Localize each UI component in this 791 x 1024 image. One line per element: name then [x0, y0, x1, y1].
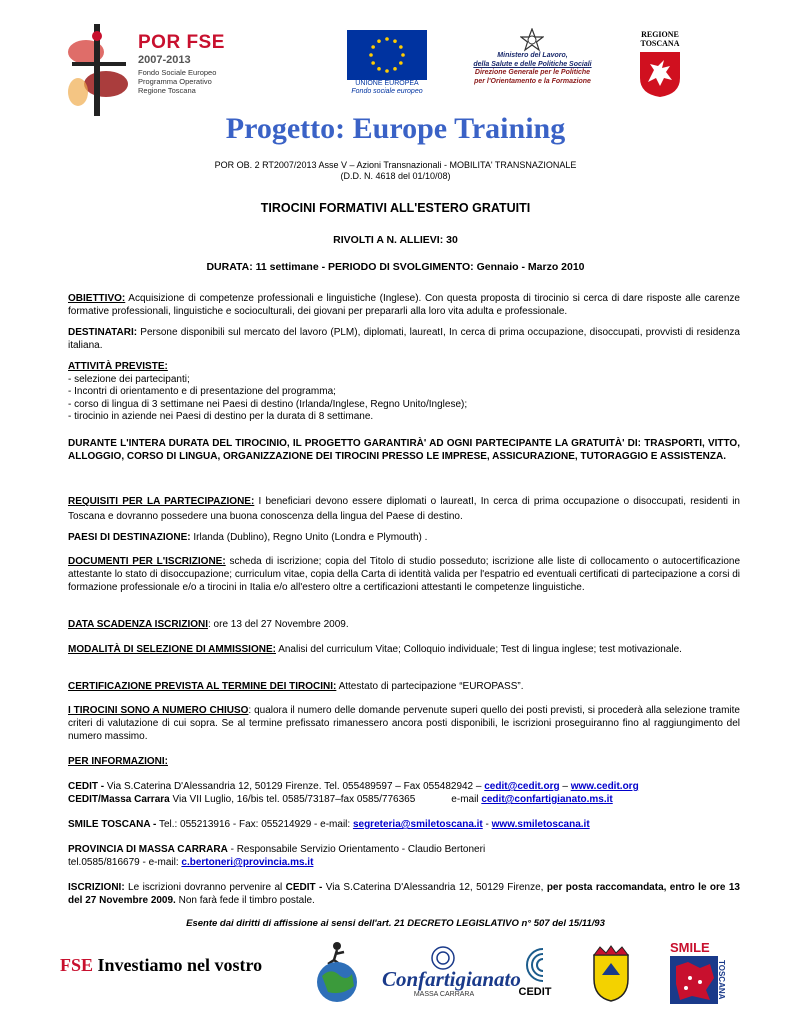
cedit-mark-icon: [519, 945, 551, 985]
subtitle-program: POR OB. 2 RT2007/2013 Asse V – Azioni Transnazionali - MOBILITA' TRANSNAZIONALE: [214, 160, 577, 170]
ministero-line: Direzione Generale per le Politiche: [474, 69, 591, 76]
cedit-web-link[interactable]: www.cedit.org: [570, 781, 639, 792]
regione-line: REGIONE: [641, 30, 679, 39]
provincia-label: PROVINCIA DI MASSA CARRARA: [68, 844, 228, 855]
list-item: - Incontri di orientamento e di presentazione del programma;: [68, 386, 336, 397]
regione-text: [630, 30, 690, 48]
eu-flag-icon: [347, 30, 427, 80]
eu-logo: [345, 30, 429, 98]
cedit-address: Via S.Caterina D'Alessandria 12, 50129 Firenze. Tel. 055489597 – Fax 055482942 –: [104, 781, 485, 792]
regione-toscana-logo: [630, 30, 690, 100]
italian-emblem-icon: [520, 28, 544, 52]
smile-map-icon: [670, 956, 718, 1004]
confartigianato-wordmark: Confartigianato: [382, 967, 521, 991]
documenti-label: DOCUMENTI PER L'ISCRIZIONE:: [68, 556, 226, 567]
eu-star-icon: [371, 45, 375, 49]
obiettivo-label: OBIETTIVO:: [68, 293, 126, 304]
allievi-heading: RIVOLTI A N. ALLIEVI: 30: [333, 234, 458, 246]
ministero-line: della Salute e delle Politiche Sociali: [473, 60, 592, 68]
modalita-text: Analisi del curriculum Vitae; Colloquio individuale; Test di lingua inglese; test motivazionale.: [275, 644, 682, 655]
gratuita-paragraph: DURANTE L'INTERA DURATA DEL TIROCINIO, IL PROGETTO GARANTIRÀ' AD OGNI PARTECIPANTE LA GRATUITÀ' DI: TRASPORTI, VITTO, ALLOGGIO, CORSO DI LINGUA, ORGANIZZAZIONE DEI TIROCINI PRESSO LE IMPRESE, ASSICURAZIONE, TUTORAGGIO E ASSISTENZA.: [68, 438, 740, 462]
por-fse-title: POR FSE: [138, 32, 225, 53]
paesi-text: Irlanda (Dublino), Regno Unito (Londra e Plymouth) .: [190, 532, 428, 543]
modalita-paragraph: [68, 643, 740, 656]
globe-runner-logo-icon: [312, 938, 362, 1004]
eu-star-icon: [369, 53, 373, 57]
numero-chiuso-label: I TIROCINI SONO A NUMERO CHIUSO: [68, 705, 249, 716]
scadenza-paragraph: [68, 618, 740, 631]
eu-star-icon: [371, 61, 375, 65]
por-fse-line: Programma Operativo: [138, 77, 212, 86]
massa-label: CEDIT/Massa Carrara: [68, 794, 170, 805]
eu-star-icon: [385, 69, 389, 73]
por-fse-mark-icon: [64, 22, 134, 117]
iscrizioni-label: ISCRIZIONI:: [68, 882, 125, 893]
cedit-wordmark: CEDIT: [518, 986, 552, 998]
eu-star-icon: [377, 39, 381, 43]
documenti-text: scheda di iscrizione; copia del Titolo di studio posseduto; iscrizione alle liste di collocamento o autocertificazione attestante lo stato di disoccupazione; curriculum vitae, copia della Carta di identità valida per l'espatrio ed eventuali certificati di partecipazione a corsi di formazione professionale e/o a tirocini in Italia e/o all'estero oltre a certificazioni attestanti le competenze linguistiche.: [68, 556, 740, 593]
requisiti-paragraph: [68, 494, 740, 524]
info-label: PER INFORMAZIONI:: [68, 756, 168, 767]
por-fse-line: Regione Toscana: [138, 86, 196, 95]
page-title: Progetto: Europe Training: [225, 112, 566, 145]
info-heading: [68, 755, 740, 768]
smile-phone: Tel.: 055213916 - Fax: 055214929 - e-mail:: [156, 819, 353, 830]
smile-wordmark: SMILE: [670, 940, 710, 955]
obiettivo-paragraph: [68, 292, 740, 318]
requisiti-label: REQUISITI PER LA PARTECIPAZIONE:: [68, 496, 255, 507]
destinatari-label: DESTINATARI:: [68, 327, 138, 338]
separator: -: [482, 819, 492, 830]
attivita-section: [68, 361, 740, 424]
eu-star-icon: [377, 67, 381, 71]
main-heading: TIROCINI FORMATIVI ALL'ESTERO GRATUITI: [260, 201, 531, 215]
certificazione-text: Attestato di partecipazione “EUROPASS”.: [336, 681, 524, 692]
numero-chiuso-paragraph: [68, 704, 740, 743]
eu-star-icon: [399, 61, 403, 65]
eu-star-icon: [385, 37, 389, 41]
list-item: - corso di lingua di 3 settimane nei Paesi di destino (Irlanda/Inglese, Regno Unito/Inglese);: [68, 398, 468, 410]
cedit-massa-contact: [68, 793, 740, 806]
confartigianato-subtitle: MASSA CARRARA: [413, 991, 475, 998]
massa-email-label: e-mail: [451, 794, 482, 805]
ministero-text: [465, 52, 600, 86]
destinatari-text: Persone disponibili sul mercato del lavoro (PLM), diplomati, laureatI, In cerca di prima occupazione, disoccupati, provvisti di residenza italiana.: [68, 327, 740, 351]
footer-note: Esente dai diritti di affissione ai sensi dell'art. 21 DECRETO LEGISLATIVO n° 507 del 15/11/93: [186, 918, 605, 929]
massa-email-link[interactable]: cedit@confartigianato.ms.it: [481, 794, 613, 805]
separator: –: [559, 781, 571, 792]
durata-heading: DURATA: 11 settimane - PERIODO DI SVOLGIMENTO: Gennaio - Marzo 2010: [206, 261, 585, 273]
ministero-logo: [465, 28, 600, 98]
requisiti-text: I beneficiari devono essere diplomati o laureatI, In cerca di prima occupazione o disoccupati, residenti in Toscana e dovranno possedere una buona conoscenza della lingua del Paese di destino.: [68, 496, 740, 522]
smile-toscana-logo: [670, 940, 730, 1006]
smile-email-link[interactable]: segreteria@smiletoscana.it: [352, 819, 483, 830]
cedit-contact: [68, 780, 740, 793]
por-fse-years: 2007-2013: [138, 54, 191, 66]
scadenza-label: DATA SCADENZA ISCRIZIONI: [68, 619, 208, 630]
iscrizioni-deadline: per posta raccomandata, entro le ore 13 del 27 Novembre 2009.: [68, 882, 740, 906]
ministero-line: per l'Orientamento e la Formazione: [474, 77, 591, 85]
documenti-paragraph: [68, 555, 740, 594]
cedit-label: CEDIT -: [68, 781, 105, 792]
certificazione-label: CERTIFICAZIONE PREVISTA AL TERMINE DEI TIROCINI:: [68, 681, 337, 692]
provincia-tel: tel.0585/816679 - e-mail:: [68, 857, 182, 868]
fse-slogan-text: Investiamo nel vostro: [93, 955, 263, 975]
smile-contact: [68, 818, 740, 831]
iscrizioni-address: Via S.Caterina D'Alessandria 12, 50129 Firenze,: [322, 882, 547, 893]
destinatari-paragraph: [68, 326, 740, 352]
paesi-paragraph: [68, 531, 740, 544]
smile-web-link[interactable]: www.smiletoscana.it: [491, 819, 590, 830]
provincia-text: - Responsabile Servizio Orientamento - Claudio Bertoneri: [227, 844, 486, 855]
confartigianato-logo: [382, 945, 521, 1001]
scadenza-text: : ore 13 del 27 Novembre 2009.: [208, 619, 349, 630]
por-fse-subtitle: [138, 68, 238, 95]
certificazione-paragraph: [68, 680, 740, 693]
cedit-email-link[interactable]: cedit@cedit.org: [484, 781, 560, 792]
eu-star-icon: [401, 53, 405, 57]
numero-chiuso-text: : qualora il numero delle domande pervenute superi quello dei posti previsti, si procederà alla selezione tramite criteri di valutazione di cui sopra. Se al termine prefissato rimanessero ancora posti disponibili, le iscrizioni proseguiranno fino al raggiungimento del numero massimo.: [68, 705, 740, 742]
cedit-logo: [515, 945, 555, 1001]
list-item: - tirocinio in aziende nei Paesi di destino per la durata di 8 settimane.: [68, 411, 374, 422]
eu-star-icon: [393, 39, 397, 43]
eu-caption-line: Fondo sociale europeo: [351, 88, 423, 95]
eu-caption-line: UNIONE EUROPEA: [355, 80, 419, 87]
attivita-label: ATTIVITÀ PREVISTE:: [68, 361, 168, 372]
paesi-label: PAESI DI DESTINAZIONE:: [68, 532, 191, 543]
pegasus-shield-icon: [638, 50, 682, 98]
provincia-email-link[interactable]: c.bertoneri@provincia.ms.it: [181, 857, 314, 868]
iscrizioni-text: Le iscrizioni dovranno pervenire al: [124, 882, 286, 893]
por-fse-line: Fondo Sociale Europeo: [138, 68, 217, 77]
eu-star-icon: [399, 45, 403, 49]
iscrizioni-paragraph: [68, 881, 740, 907]
regione-line: TOSCANA: [640, 39, 680, 48]
attivita-list: [68, 374, 740, 424]
modalita-label: MODALITÀ DI SELEZIONE DI AMMISSIONE:: [68, 644, 276, 655]
iscrizioni-note: Non farà fede il timbro postale.: [175, 895, 315, 906]
smile-label: SMILE TOSCANA -: [68, 819, 157, 830]
massa-address: Via VII Luglio, 16/bis tel. 0585/73187–fax 0585/776365: [169, 794, 416, 805]
obiettivo-text: Acquisizione di competenze professionali e linguistiche (Inglese). Con questa proposta di tirocinio si cerca di dare risposte alle carenze formative professionali, linguistiche e socioculturali, dei giovani per prepararli alla loro vita adulta e professionale.: [68, 293, 740, 317]
provincia-contact: [68, 843, 740, 869]
fse-word: FSE: [60, 955, 94, 975]
eu-star-icon: [393, 67, 397, 71]
subtitle-decree: (D.D. N. 4618 del 01/10/08): [340, 171, 451, 181]
provincia-crest-icon: [590, 945, 632, 1003]
smile-side-text: TOSCANA: [717, 960, 726, 1000]
por-fse-logo: [64, 22, 234, 117]
ministero-line: Ministero del Lavoro,: [497, 52, 568, 59]
iscrizioni-cedit: CEDIT -: [285, 882, 323, 893]
eu-caption: [345, 80, 429, 96]
fse-slogan: [60, 955, 262, 976]
list-item: - selezione dei partecipanti;: [68, 373, 190, 385]
